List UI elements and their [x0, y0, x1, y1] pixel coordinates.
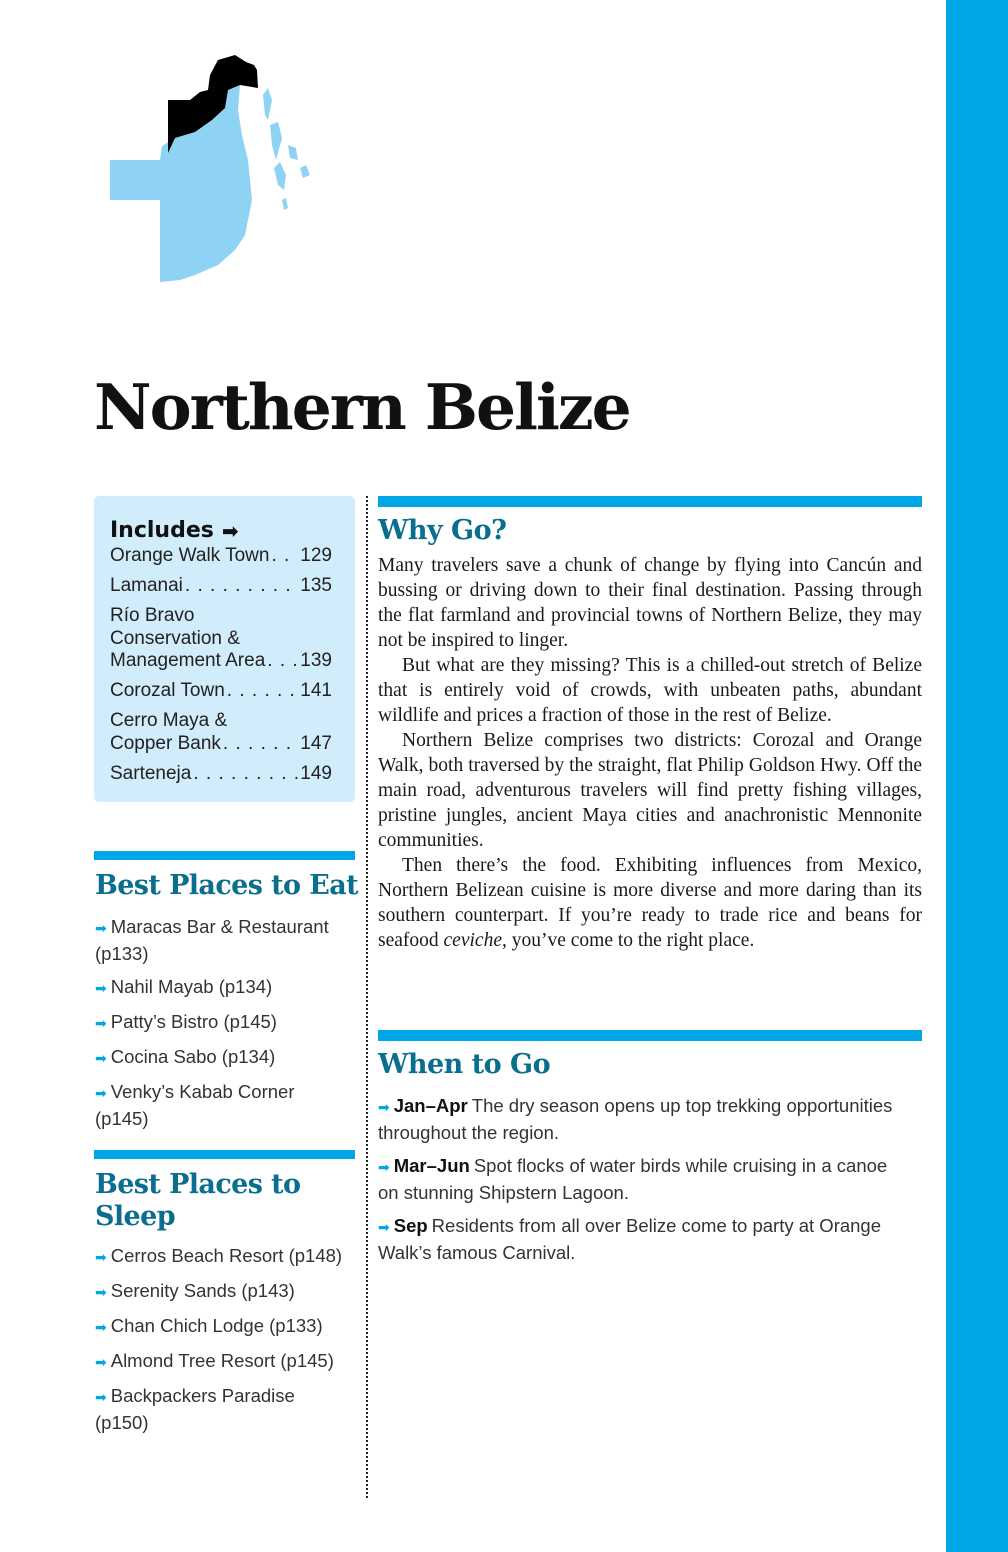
- includes-item-title: Sarteneja: [110, 762, 192, 784]
- best-eat-heading: Best Places to Eat: [95, 870, 358, 901]
- includes-box: [94, 496, 355, 802]
- column-divider: [366, 496, 368, 1498]
- includes-item: [110, 605, 332, 673]
- best-sleep-item-text: Chan Chich Lodge (p133): [110, 1315, 323, 1336]
- arrow-bullet-icon: ➡: [378, 1099, 390, 1115]
- map-caye: [270, 122, 282, 160]
- map-caye: [300, 165, 310, 178]
- map-caye: [288, 145, 298, 160]
- includes-item: [110, 680, 332, 703]
- page-title: Northern Belize: [94, 370, 630, 444]
- arrow-bullet-icon: ➡: [95, 1389, 107, 1405]
- includes-item-title: Management Area: [110, 650, 266, 671]
- best-sleep-item-text: Backpackers Paradise (p150): [95, 1385, 295, 1433]
- why-go-text: , you’ve come to the right place.: [501, 930, 755, 951]
- includes-heading-text: Includes: [110, 518, 214, 543]
- why-go-rule: [378, 496, 922, 507]
- when-description: Residents from all over Belize come to party at Orange Walk’s famous Carnival.: [378, 1215, 882, 1263]
- why-go-paragraph: [378, 853, 922, 953]
- best-sleep-item: [95, 1278, 350, 1305]
- includes-item-line: Conservation &: [110, 627, 240, 649]
- best-eat-item-text: Cocina Sabo (p134): [110, 1046, 276, 1067]
- includes-item-page: 149: [300, 762, 332, 784]
- best-sleep-list: [95, 1243, 350, 1443]
- arrow-bullet-icon: ➡: [95, 1249, 107, 1265]
- dot-leader: [271, 545, 298, 568]
- best-eat-item-text: Patty’s Bistro (p145): [110, 1011, 277, 1032]
- best-eat-item: [95, 1009, 350, 1036]
- best-eat-item: [95, 914, 350, 966]
- why-go-body: [378, 553, 922, 953]
- dot-leader: [223, 733, 298, 756]
- why-go-heading: Why Go?: [378, 515, 507, 546]
- includes-item-line: Cerro Maya &: [110, 710, 228, 731]
- why-go-paragraph: Many travelers save a chunk of change by flying into Cancún and bussing or driving down to their final destination. Passing through the flat farmland and provincial towns of Northern Belize, they may not be inspired to linger.: [378, 555, 922, 651]
- best-sleep-heading: Best Places to Sleep: [95, 1169, 301, 1232]
- includes-item: [110, 763, 332, 786]
- arrow-bullet-icon: ➡: [95, 1050, 107, 1066]
- when-to-go-item: [378, 1153, 898, 1205]
- best-eat-item: [95, 974, 350, 1001]
- arrow-bullet-icon: ➡: [95, 1085, 107, 1101]
- best-sleep-item-text: Cerros Beach Resort (p148): [110, 1245, 343, 1266]
- map-caye: [282, 198, 288, 210]
- includes-item-lastline: [110, 763, 332, 786]
- includes-item-lastline: [110, 680, 332, 703]
- arrow-bullet-icon: ➡: [95, 1319, 107, 1335]
- why-go-paragraph: But what are they missing? This is a chilled-out stretch of Belize that is entirely void of crowds, with unbeaten paths, abundant wildlife and prices a fraction of those in the rest of Belize.: [378, 655, 922, 726]
- best-eat-item: [95, 1079, 350, 1131]
- includes-item-title: Orange Walk Town: [110, 545, 270, 566]
- best-eat-item-text: Maracas Bar & Restaurant (p133): [95, 916, 329, 964]
- when-to-go-heading: When to Go: [378, 1049, 551, 1080]
- map-caye: [263, 88, 272, 120]
- best-eat-item-text: Venky’s Kabab Corner (p145): [95, 1081, 295, 1129]
- arrow-bullet-icon: ➡: [95, 1284, 107, 1300]
- best-sleep-item: [95, 1383, 350, 1435]
- dot-leader: [185, 575, 298, 598]
- includes-item-lastline: [110, 733, 332, 756]
- includes-item-line: Río Bravo: [110, 605, 195, 626]
- when-months: Mar–Jun: [393, 1155, 470, 1176]
- includes-item-lastline: [110, 650, 332, 673]
- arrow-bullet-icon: ➡: [95, 1015, 107, 1031]
- includes-item-page: 139: [300, 650, 332, 671]
- dot-leader: [267, 650, 298, 673]
- map-caye: [274, 162, 286, 190]
- best-eat-item-text: Nahil Mayab (p134): [110, 976, 273, 997]
- includes-item-page: 129: [300, 545, 332, 566]
- belize-locator-map: [100, 50, 330, 290]
- when-to-go-rule: [378, 1030, 922, 1041]
- includes-item: [110, 545, 332, 568]
- when-to-go-list: [378, 1093, 898, 1273]
- best-sleep-rule: [94, 1150, 355, 1159]
- includes-item-lastline: [110, 575, 332, 598]
- best-sleep-item: [95, 1348, 350, 1375]
- arrow-bullet-icon: ➡: [95, 1354, 107, 1370]
- why-go-emphasis: ceviche: [443, 930, 502, 951]
- includes-item: [110, 575, 332, 598]
- includes-item-page: 141: [300, 680, 332, 701]
- arrow-right-icon: ➡: [221, 518, 239, 543]
- includes-heading: [110, 518, 355, 543]
- why-go-text: Then there’s the food. Exhibiting influences from Mexico, Northern Belizean cuisine is more diverse and more daring than its southern counterpart. If you’re ready to trade rice and beans for seafood: [378, 855, 922, 951]
- best-sleep-item: [95, 1313, 350, 1340]
- when-to-go-item: [378, 1213, 898, 1265]
- page-edge-bar: [946, 0, 1008, 1552]
- when-description: Spot flocks of water birds while cruising in a canoe on stunning Shipstern Lagoon.: [378, 1155, 888, 1203]
- includes-item-title: Corozal Town: [110, 680, 225, 701]
- includes-item-title: Copper Bank: [110, 732, 221, 754]
- includes-item-lastline: [110, 545, 332, 568]
- includes-item-page: 135: [300, 575, 332, 596]
- best-sleep-item-text: Almond Tree Resort (p145): [110, 1350, 334, 1371]
- why-go-paragraph: Northern Belize comprises two districts: Corozal and Orange Walk, both traversed by the straight, flat Philip Goldson Hwy. Off the main road, adventurous travelers will find pretty fishing villages, pristine jungles, ancient Maya cities and anachronistic Mennonite communities.: [378, 730, 922, 851]
- arrow-bullet-icon: ➡: [378, 1219, 390, 1235]
- dot-leader: [193, 763, 298, 786]
- when-months: Jan–Apr: [393, 1095, 468, 1116]
- best-sleep-item: [95, 1243, 350, 1270]
- when-months: Sep: [393, 1215, 428, 1236]
- when-to-go-item: [378, 1093, 898, 1145]
- includes-item: [110, 710, 332, 755]
- includes-item-title: Lamanai: [110, 575, 183, 596]
- when-description: The dry season opens up top trekking opportunities throughout the region.: [378, 1095, 893, 1143]
- best-eat-item: [95, 1044, 350, 1071]
- best-eat-list: [95, 914, 350, 1139]
- arrow-bullet-icon: ➡: [378, 1159, 390, 1175]
- dot-leader: [227, 680, 299, 703]
- includes-item-page: 147: [300, 732, 332, 754]
- best-eat-rule: [94, 851, 355, 860]
- arrow-bullet-icon: ➡: [95, 920, 107, 936]
- includes-list: [110, 545, 355, 785]
- best-sleep-item-text: Serenity Sands (p143): [110, 1280, 295, 1301]
- arrow-bullet-icon: ➡: [95, 980, 107, 996]
